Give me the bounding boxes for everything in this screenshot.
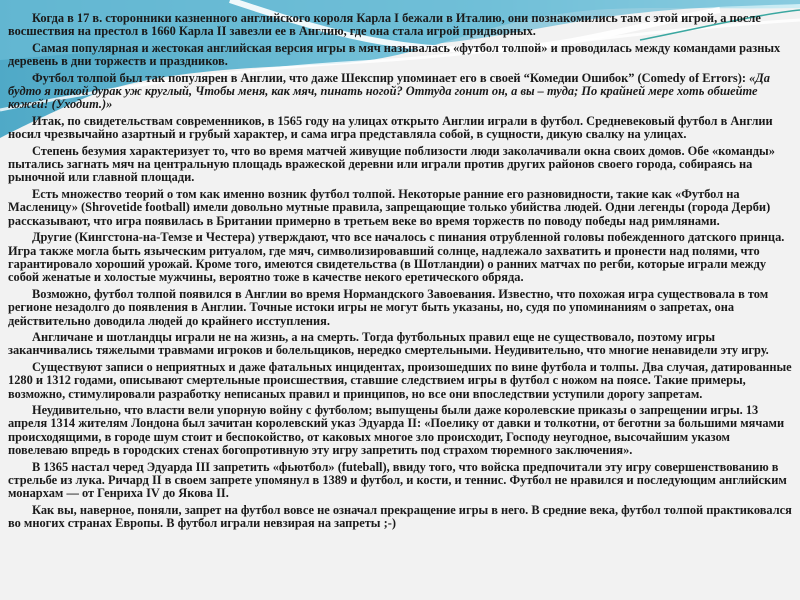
paragraph: Существуют записи о неприятных и даже фатальных инцидентах, произошедших по вине футбола и толпы. Два случая, датированные 1280 и 1312 годами, описывают смертельные происшествия, ставшие следствием игры в футбол с ножом на поясе. Такие примеры, возможно, стимулировали разработку неписаных правил и принципов, но все они впоследствии уступили дорогу запретам. bbox=[8, 359, 792, 401]
article-body bbox=[8, 12, 792, 534]
paragraph: Неудивительно, что власти вели упорную войну с футболом; выпущены были даже королевские приказы о запрещении игры. 13 апреля 1314 жителям Лондона был зачитан королевский указ Эдуарда II: «Поелику от давки и толкотни, от беготни за большими мячами происходящими, в городе шум стоит и беспокойство, от каковых многое зло происходит, Господу неугодное, высочайшим указом повелеваю впредь в городских стенах богопротивную эту игру запретить под страхом тюремного заключения». bbox=[8, 402, 785, 458]
paragraph: Итак, по свидетельствам современников, в 1565 году на улицах открыто Англии играли в футбол. Средневековый футбол в Англии носил чрезвычайно азартный и грубый характер, и сама игра представляла собой, в сущности, дикую свалку на улицах. bbox=[8, 113, 773, 142]
paragraph bbox=[8, 72, 792, 112]
paragraph-text: Футбол толпой был так популярен в Англии, что даже Шекспир упоминает его в своей “Комедии Ошибок” (Comedy of Errors): bbox=[32, 70, 750, 85]
paragraph: В 1365 настал черед Эдуарда III запретить «фьютбол» (futeball), ввиду того, что войска предпочитали эту игру совершенствованию в стрельбе из лука. Ричард II в своем запрете упомянул в 1389 и футбол, и кости, и теннис. Футбол не нравился и последующим английским монархам — от Генриха IV до Якова II. bbox=[8, 459, 787, 501]
paragraph: Как вы, наверное, поняли, запрет на футбол вовсе не означал прекращение игры в него. В средние века, футбол толпой практиковался во многих странах Европы. В футбол играли невзирая на запреты ;-) bbox=[8, 502, 792, 531]
paragraph: Самая популярная и жестокая английская версия игры в мяч называлась «футбол толпой» и проводилась между командами разных деревень в дни торжеств и праздников. bbox=[8, 40, 781, 69]
paragraph: Возможно, футбол толпой появился в Англии во время Нормандского Завоевания. Известно, что похожая игра существовала в том регионе незадолго до появления в Англии. Точные истоки игры не могут быть указаны, но, судя по упоминаниям о запретах, она действительно доводила людей до крайнего исступления. bbox=[8, 286, 769, 328]
paragraph: Когда в 17 в. сторонники казненного английского короля Карла I бежали в Италию, они познакомились там с этой игрой, а после восшествия на престол в 1660 Карла II завезли ее в Англию, где она стала игрой придворных. bbox=[8, 11, 761, 39]
paragraph: Степень безумия характеризует то, что во время матчей живущие поблизости люди заколачивали окна своих домов. Обе «команды» пытались загнать мяч на центральную площадь вражеской деревни или играли против других районов своего города, собираясь на рыночной или главной площади. bbox=[8, 143, 775, 185]
paragraph: Англичане и шотландцы играли не на жизнь, а на смерть. Тогда футбольных правил еще не существовало, поэтому игры заканчивались тяжелыми травмами игроков и болельщиков, нередко смертельными. Неудивительно, что многие ненавидели эту игру. bbox=[8, 329, 769, 358]
shakespeare-quote: «Да будто я такой дурак уж круглый, Чтобы меня, как мяч, пинать ногой? Оттуда гонит он, а вы – туда; По крайней мере хоть обшейте кожей! (Уходит.)» bbox=[8, 70, 770, 112]
paragraph: Есть множество теорий о том как именно возник футбол толпой. Некоторые ранние его разновидности, такие как «Футбол на Масленицу» (Shrovetide football) имели довольно мутные правила, запрещающие только убийства людей. Одни легенды (города Дерби) рассказывают, что игра появилась в Британии примерно в третьем веке во время торжеств по поводу победы над римлянами. bbox=[8, 186, 771, 228]
paragraph: Другие (Кингстона-на-Темзе и Честера) утверждают, что все началось с пинания отрубленной головы побежденного датского принца. Игра также могла быть языческим ритуалом, где мяч, символизировавший солнце, надлежало захватить и пронести над полями, что гарантировало хороший урожай. Кроме того, имеются свидетельства (в Шотландии) о ранних матчах по регби, которые играли между собой женатые и холостые мужчины, вероятно тоже в качестве некого еретического обряда. bbox=[8, 230, 785, 285]
